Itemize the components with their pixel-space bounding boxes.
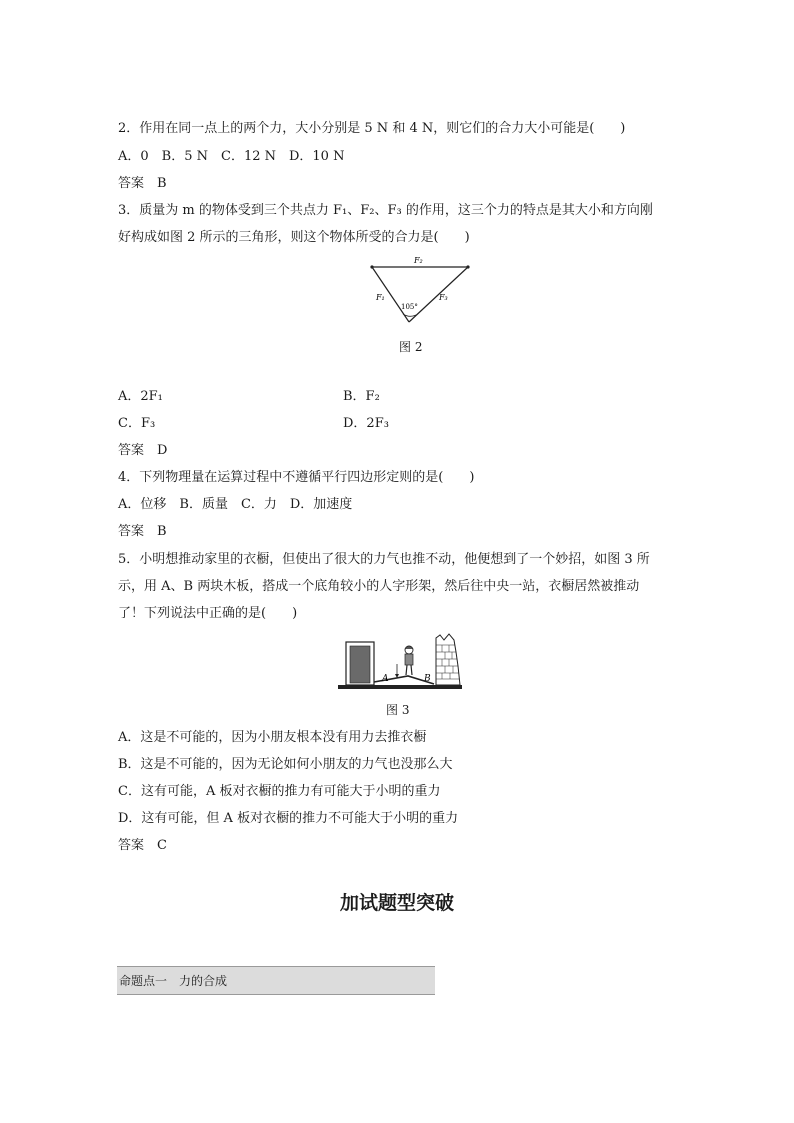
q5-option-b: B．这是不可能的，因为无论如何小朋友的力气也没那么大 (118, 757, 453, 772)
figure-2-triangle (360, 252, 480, 330)
vertex-dot-right (466, 265, 469, 268)
topic-label: 命题点一 力的合成 (119, 974, 228, 988)
q3-option-c: C．F₃ (118, 416, 156, 431)
boy-left-leg (406, 665, 407, 675)
wardrobe-door (350, 646, 370, 683)
q2-stem: 2．作用在同一点上的两个力，大小分别是 5 N 和 4 N，则它们的合力大小可能是( ) (118, 121, 626, 136)
figure-3-wardrobe-scene (338, 632, 462, 692)
q5-option-c: C．这有可能，A 板对衣橱的推力有可能大于小明的重力 (118, 784, 441, 799)
topic-bar (117, 966, 435, 995)
section-title: 加试题型突破 (339, 892, 454, 914)
figure-3-caption: 图 3 (386, 703, 410, 717)
q4-stem: 4．下列物理量在运算过程中不遵循平行四边形定则的是( ) (118, 470, 475, 485)
q5-option-d: D．这有可能，但 A 板对衣橱的推力不可能大于小明的重力 (118, 811, 459, 826)
label-board-b: B (424, 674, 431, 684)
label-f1: F₁ (376, 293, 385, 302)
q5-stem-line3: 了！下列说法中正确的是( ) (118, 606, 298, 621)
q3-answer: 答案 D (118, 443, 168, 458)
q2-answer: 答案 B (118, 176, 167, 191)
q5-option-a: A．这是不可能的，因为小朋友根本没有用力去推衣橱 (118, 730, 427, 745)
label-f3: F₃ (439, 293, 448, 302)
q3-stem-line2: 好构成如图 2 所示的三角形，则这个物体所受的合力是( ) (118, 230, 470, 245)
q3-stem-line1: 3．质量为 m 的物体受到三个共点力 F₁、F₂、F₃ 的作用，这三个力的特点是其大小和方向刚 (118, 203, 653, 218)
boy-hair (405, 646, 413, 649)
q3-option-b: B．F₂ (343, 389, 380, 404)
q5-stem-line2: 示，用 A、B 两块木板，搭成一个底角较小的人字形架，然后往中央一站，衣橱居然被推动 (118, 579, 640, 594)
boy-right-leg (411, 665, 412, 675)
label-f2: F₂ (414, 256, 423, 265)
q2-options: A．0 B．5 N C．12 N D．10 N (118, 149, 345, 164)
q4-options: A．位移 B．质量 C．力 D．加速度 (118, 497, 353, 512)
angle-label: 105° (401, 303, 418, 311)
q5-answer: 答案 C (118, 838, 167, 853)
vertex-dot-left (370, 265, 373, 268)
label-board-a: A (382, 674, 389, 684)
figure-2-caption: 图 2 (399, 340, 423, 354)
q3-option-a: A．2F₁ (118, 389, 163, 404)
brick-wall (436, 634, 460, 685)
q5-stem-line1: 5．小明想推动家里的衣橱，但使出了很大的力气也推不动，他便想到了一个妙招，如图 3 所 (118, 552, 650, 567)
q4-answer: 答案 B (118, 524, 167, 539)
boy-body (405, 654, 413, 665)
q3-option-d: D．2F₃ (343, 416, 389, 431)
